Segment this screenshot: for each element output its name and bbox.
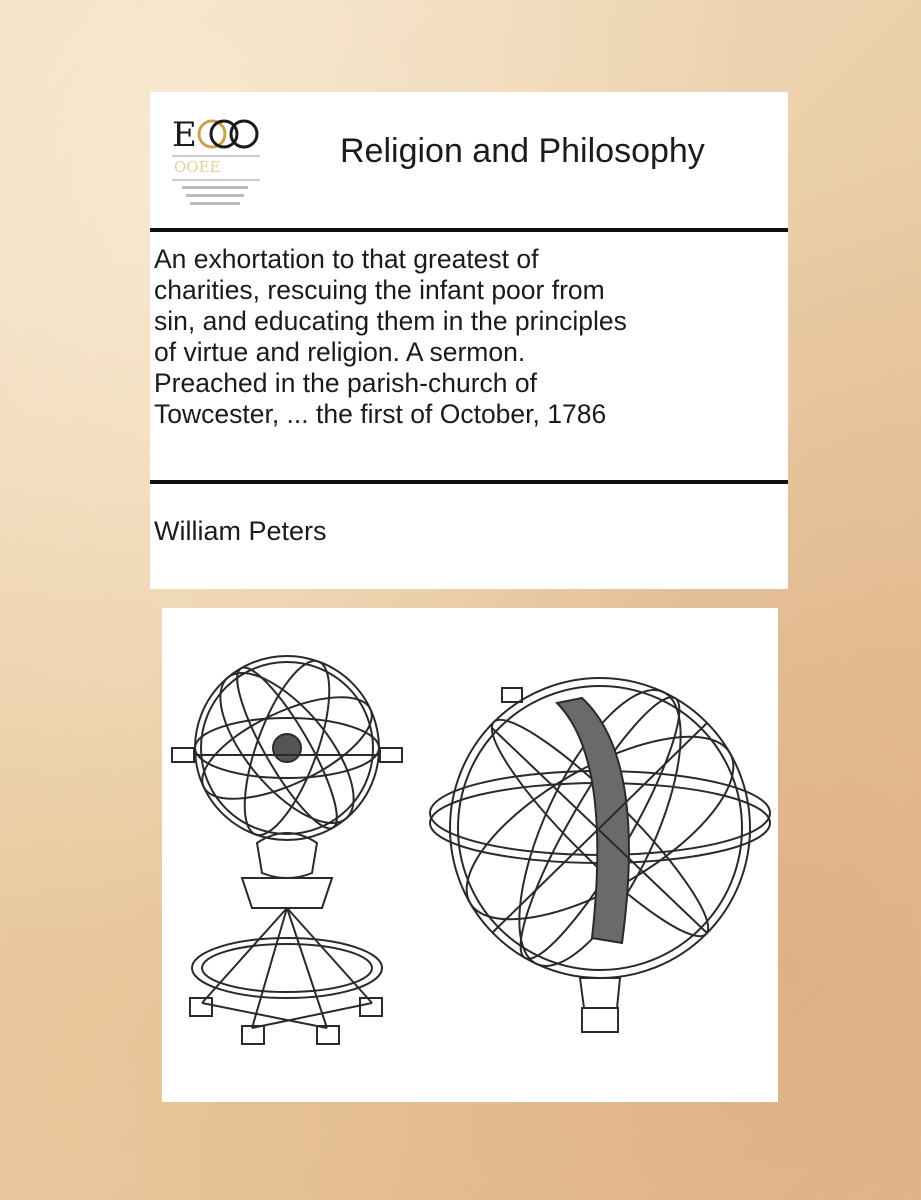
book-title — [154, 244, 786, 430]
title-line: of virtue and religion. A sermon. — [154, 337, 526, 367]
divider-bottom — [150, 480, 788, 484]
author-name: William Peters — [154, 516, 327, 546]
title-line: sin, and educating them in the principles — [154, 306, 627, 336]
right-armillary-sphere — [430, 669, 770, 1032]
left-armillary-sphere — [172, 651, 402, 1044]
title-line: An exhortation to that greatest of — [154, 244, 539, 274]
armillary-spheres-engraving — [162, 608, 778, 1102]
ecco-logo — [168, 106, 264, 224]
title-line: Preached in the parish-church of — [154, 368, 537, 398]
divider-top — [150, 228, 788, 232]
title-line: Towcester, ... the first of October, 1786 — [154, 399, 607, 429]
series-title: Religion and Philosophy — [340, 132, 705, 170]
svg-text:E: E — [172, 115, 197, 155]
cover-text-panel — [150, 92, 788, 589]
illustration-panel — [162, 608, 778, 1102]
svg-text:OOEE: OOEE — [174, 158, 221, 176]
title-line: charities, rescuing the infant poor from — [154, 275, 605, 305]
